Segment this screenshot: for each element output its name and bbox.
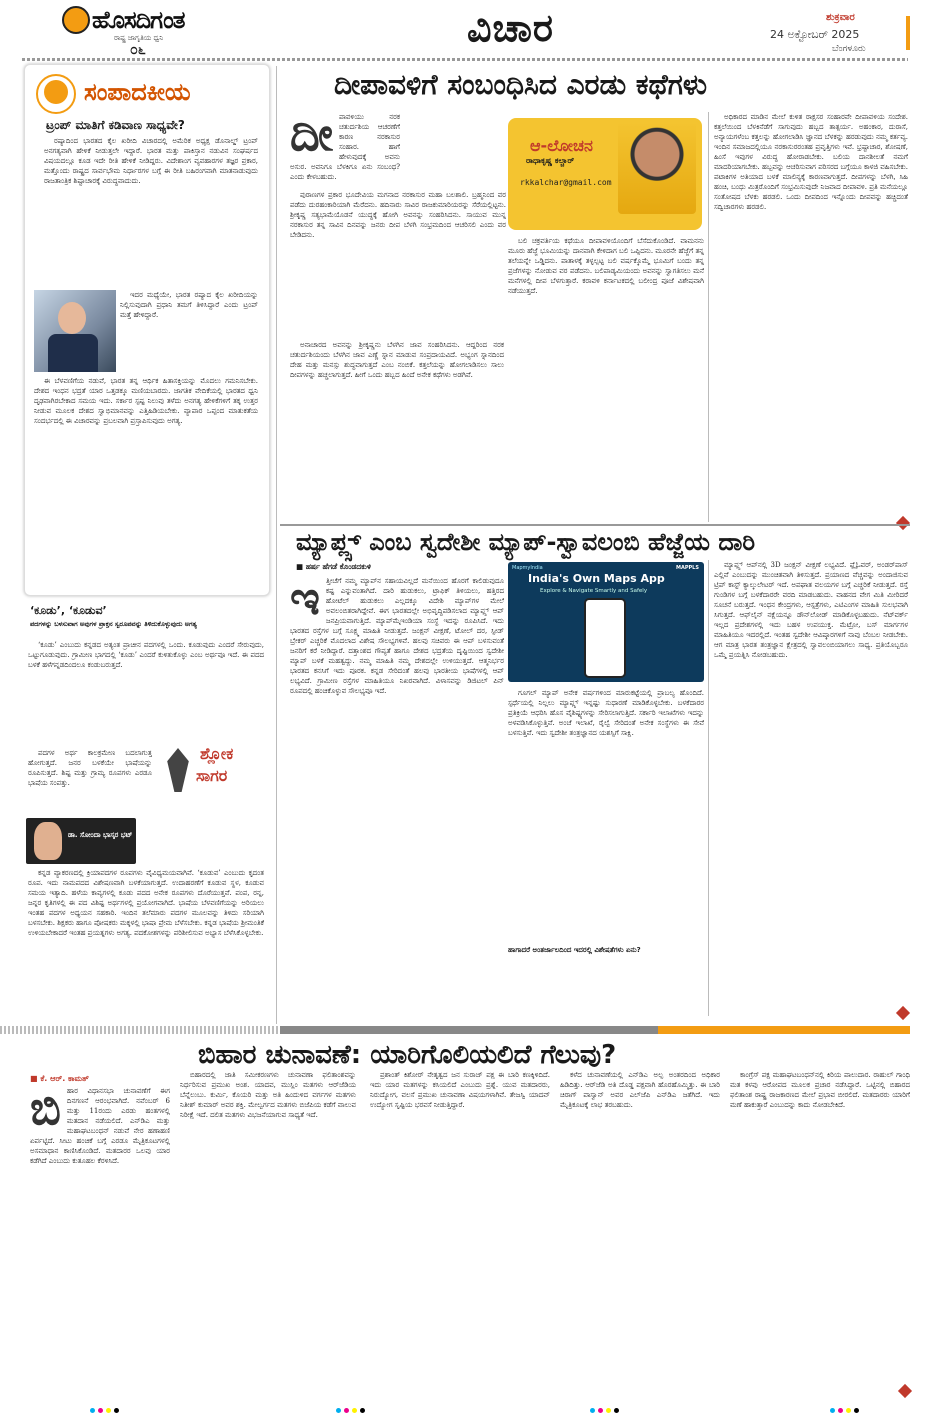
editorial-badge-lamp-icon (44, 80, 68, 104)
registration-mark-icon (614, 1408, 619, 1413)
brand-tagline: ರಾಷ್ಟ್ರ ಜಾಗೃತಿಯ ಧ್ವನಿ (114, 34, 164, 42)
registration-mark-icon (830, 1408, 835, 1413)
registration-mark-icon (854, 1408, 859, 1413)
bihar-body-5: ಕಾಂಗ್ರೆಸ್ ಪಕ್ಷ ಮಹಾಘಟಬಂಧನ್‌ನಲ್ಲಿ ಕಿರಿಯ ಪಾಲುದಾರ. ರಾಹುಲ್ ಗಾಂಧಿ ಮತ ಕಳವು ಆರೋಪದ ಮೂಲಕ ಪ್ರಚಾರ ನಡೆಸಿದ್ದಾರೆ. ಒಟ್ಟಿನಲ್ಲಿ ಬಿಹಾರದ ಫಲಿತಾಂಶ ರಾಷ್ಟ್ರ ರಾಜಕಾರಣದ ಮೇಲೆ ಪ್ರಭಾವ ಬೀರಲಿದೆ. ಮತದಾರರು ಯಾರಿಗೆ ಮಣೆ ಹಾಕುತ್ತಾರೆ ಎಂಬುದನ್ನು ಕಾದು ನೋಡಬೇಕಿದೆ. (730, 1071, 910, 1109)
registration-mark-icon (352, 1408, 357, 1413)
brand-name[interactable]: ಹೊಸದಿಗಂತ (92, 6, 185, 34)
photo-face (58, 302, 86, 334)
koodu-body-continued: ಕನ್ನಡ ವ್ಯಾಕರಣದಲ್ಲಿ ಕ್ರಿಯಾಪದಗಳ ರೂಪಗಳು ವೈವಿಧ್ಯಮಯವಾಗಿವೆ. ‘ಕೂಡುವ’ ಎಂಬುದು ಕೃದಂತ ರೂಪ. ಇದು ನಾಮಪದದ ವಿಶೇಷಣವಾಗಿ ಬಳಕೆಯಾಗುತ್ತದೆ. ಉದಾಹರಣೆಗೆ ಕೂಡುವ ಸ್ಥಳ, ಕೂಡುವ ಸಮಯ ಇತ್ಯಾದಿ. ಹಳೆಯ ಕಾವ್ಯಗಳಲ್ಲಿ ಕೂಡು ಪದದ ಅನೇಕ ರೂಪಗಳು ದೊರೆಯುತ್ತವೆ. ಪಂಪ, ರನ್ನ, ಜನ್ನರ ಕೃತಿಗಳಲ್ಲಿ ಈ ಪದ ವಿಶಿಷ್ಟ ಅರ್ಥಗಳಲ್ಲಿ ಪ್ರಯೋಗವಾಗಿದೆ. ಭಾಷೆಯ ಬೆಳವಣಿಗೆಯನ್ನು ಅರಿಯಲು ಇಂತಹ ಪದಗಳ ಅಧ್ಯಯನ ಸಹಕಾರಿ. ಇಂದಿನ ತಲೆಮಾರು ಪದಗಳ ಮೂಲವನ್ನು ತಿಳಿದು ಸರಿಯಾಗಿ ಬಳಸಬೇಕು. ಶಿಕ್ಷಕರು ಹಾಗೂ ಪೋಷಕರು ಮಕ್ಕಳಲ್ಲಿ ಭಾಷಾ ಪ್ರೇಮ ಬೆಳೆಸಬೇಕು. ಕನ್ನಡ ಭಾಷೆಯ ಶ್ರೀಮಂತಿಕೆ ಉಳಿಯಬೇಕಾದರೆ ಇಂತಹ ಪ್ರಯತ್ನಗಳು ಅಗತ್ಯ. ಪದಕೋಶಗಳನ್ನು ಪರಿಶೀಲಿಸುವ ಅಭ್ಯಾಸ ಬೆಳೆಸಿಕೊಳ್ಳಬೇಕು. (28, 869, 264, 937)
page-number: ೦೬ (130, 42, 146, 58)
mappls-headline[interactable]: ಮ್ಯಾಪ್ಲ್ಸ್ ಎಂಬ ಸ್ವದೇಶೀ ಮ್ಯಾಪ್-ಸ್ವಾವಲಂಬಿ ಹೆಜ್ಜೆಯ ದಾರಿ (296, 528, 756, 556)
mappls-body-c: ಮ್ಯಾಪ್ಲ್ಸ್ ಆಪ್‌ನಲ್ಲಿ 3D ಜಂಕ್ಷನ್ ವೀಕ್ಷಣೆ ಲಭ್ಯವಿದೆ. ಫ್ಲೈಓವರ್, ಅಂಡರ್‌ಪಾಸ್ ಎಲ್ಲಿವೆ ಎಂಬುದನ್ನು ಮುಂಚಿತವಾಗಿ ತಿಳಿಸುತ್ತದೆ. ಪ್ರಯಾಣದ ವೆಚ್ಚವನ್ನು ಅಂದಾಜಿಸುವ ಟ್ರಿಪ್ ಕಾಸ್ಟ್ ಕ್ಯಾಲ್ಕುಲೇಟರ್ ಇದೆ. ಅಪಘಾತ ವಲಯಗಳ ಬಗ್ಗೆ ಎಚ್ಚರಿಕೆ ನೀಡುತ್ತದೆ. ರಸ್ತೆ ಗುಂಡಿಗಳ ಬಗ್ಗೆ ಬಳಕೆದಾರರೇ ವರದಿ ಮಾಡಬಹುದು. ವಾಹನದ ವೇಗ ಮಿತಿ ಮೀರಿದರೆ ಸೂಚನೆ ಬರುತ್ತದೆ. ಇಂಧನ ಕೇಂದ್ರಗಳು, ಆಸ್ಪತ್ರೆಗಳು, ಎಟಿಎಂಗಳ ಮಾಹಿತಿ ಸುಲಭವಾಗಿ ಸಿಗುತ್ತದೆ. ಆಫ್‌ಲೈನ್ ನಕ್ಷೆಯನ್ನೂ ಡೌನ್‌ಲೋಡ್ ಮಾಡಿಕೊಳ್ಳಬಹುದು. ನೆಟ್‌ವರ್ಕ್ ಇಲ್ಲದ ಪ್ರದೇಶಗಳಲ್ಲಿ ಇದು ಬಹಳ ಉಪಯುಕ್ತ. ಮೆಟ್ರೋ, ಬಸ್ ಮಾರ್ಗಗಳ ಮಾಹಿತಿಯೂ ಇದರಲ್ಲಿದೆ. ಇಂತಹ ಸ್ವದೇಶೀ ಆವಿಷ್ಕಾರಗಳಿಗೆ ನಾವು ಬೆಂಬಲ ನೀಡಬೇಕು. ಆಗ ಮಾತ್ರ ಭಾರತ ತಂತ್ರಜ್ಞಾನ ಕ್ಷೇತ್ರದಲ್ಲಿ ಸ್ವಾವಲಂಬಿಯಾಗಲು ಸಾಧ್ಯ. ಪ್ರತಿಯೊಬ್ಬರೂ ಒಮ್ಮೆ ಪ್ರಯತ್ನಿಸಿ ನೋಡಬಹುದು. (714, 561, 908, 659)
editorial-body: ರಷ್ಯಾದಿಂದ ಭಾರತದ ಕೈಲ ಖರೀದಿ ವಿಚಾರದಲ್ಲಿ ಅಮೆರಿಕ ಅಧ್ಯಕ್ಷ ಡೊನಾಲ್ಡ್ ಟ್ರಂಪ್ ಅನಗತ್ಯವಾಗಿ ಹೇಳಿಕೆ ನೀಡುತ್ತಲೇ ಇದ್ದಾರೆ. ಭಾರತ ಮತ್ತು ಪಾಕಿಸ್ತಾನ ನಡುವಿನ ಸಂಘರ್ಷದ ವಿಷಯದಲ್ಲೂ ಕೂಡ ಇದೇ ರೀತಿ ಹೇಳಿಕೆ ನೀಡಿದ್ದರು. ವಿದೇಶಾಂಗ ವ್ಯವಹಾರಗಳ ತಜ್ಞರ ಪ್ರಕಾರ, ಮತ್ತೊಂದು ರಾಷ್ಟ್ರದ ಸಾರ್ವಭೌಮ ನಿರ್ಧಾರಗಳ ಬಗ್ಗೆ ಈ ರೀತಿ ಬಹಿರಂಗವಾಗಿ ಮಾತನಾಡುವುದು ರಾಜತಾಂತ್ರಿಕ ಶಿಷ್ಟಾಚಾರಕ್ಕೆ ವಿರುದ್ಧವಾದುದು. (44, 137, 258, 185)
editorial-body-beside-photo: ಇದರ ಮಧ್ಯೆಯೇ, ಭಾರತ ರಷ್ಯಾದ ಕೈಲ ಖರೀದಿಯನ್ನು ನಿಲ್ಲಿಸುವುದಾಗಿ ಪ್ರಧಾನಿ ತಮಗೆ ತಿಳಿಸಿದ್ದಾರೆ ಎಂದು ಟ್ರಂಪ್ ಮತ್ತೆ ಹೇಳಿದ್ದಾರೆ. (120, 291, 258, 319)
promo-title: India's Own Maps App (528, 572, 665, 585)
koodu-body: ‘ಕೂಡು’ ಎಂಬುದು ಕನ್ನಡದ ಅತ್ಯಂತ ಪ್ರಾಚೀನ ಪದಗಳಲ್ಲಿ ಒಂದು. ಕೂಡುವುದು ಎಂದರೆ ಸೇರುವುದು, ಒಟ್ಟುಗೂಡುವುದು. ಗ್ರಾಮೀಣ ಭಾಗದಲ್ಲಿ ‘ಕೂಡು’ ಎಂದರೆ ಕುಳಿತುಕೊಳ್ಳು ಎಂಬ ಅರ್ಥವೂ ಇದೆ. ಈ ಪದದ ಬಳಕೆ ಹಳೆಗನ್ನಡದಿಂದಲೂ ಕಂಡುಬರುತ್ತದೆ. (28, 641, 264, 669)
registration-mark-icon (90, 1408, 95, 1413)
bihar-body-4: ಕಳೆದ ಚುನಾವಣೆಯಲ್ಲಿ ಎನ್‌ಡಿಎ ಅಲ್ಪ ಅಂತರದಿಂದ ಅಧಿಕಾರ ಹಿಡಿದಿತ್ತು. ಆರ್‌ಜೆಡಿ ಅತಿ ದೊಡ್ಡ ಪಕ್ಷವಾಗಿ ಹೊರಹೊಮ್ಮಿತ್ತು. ಈ ಬಾರಿ ಚಿರಾಗ್ ಪಾಸ್ವಾನ್ ಅವರ ಎಲ್‌ಜೆಪಿ ಎನ್‌ಡಿಎ ಜತೆಗಿದೆ. ಇದು ಮೈತ್ರಿಕೂಟಕ್ಕೆ ಲಾಭ ತರಬಹುದು. (560, 1071, 720, 1109)
columnist-email[interactable]: rkkalchar@gmail.com (520, 178, 612, 187)
bihar-body-2: ಬಿಹಾರದಲ್ಲಿ ಜಾತಿ ಸಮೀಕರಣಗಳು ಚುನಾವಣಾ ಫಲಿತಾಂಶವನ್ನು ನಿರ್ಧರಿಸುವ ಪ್ರಮುಖ ಅಂಶ. ಯಾದವ, ಮುಸ್ಲಿಂ ಮತಗಳು ಆರ್‌ಜೆಡಿಯ ಬೆನ್ನೆಲುಬು. ಕುರ್ಮಿ, ಕೊಯರಿ ಮತ್ತು ಅತಿ ಹಿಂದುಳಿದ ವರ್ಗಗಳ ಮತಗಳು ನಿತೀಶ್ ಕುಮಾರ್ ಅವರ ಶಕ್ತಿ. ಮೇಲ್ವರ್ಗದ ಮತಗಳು ಬಿಜೆಪಿಯ ಕಡೆಗೆ ವಾಲುವ ನಿರೀಕ್ಷೆ ಇದೆ. ದಲಿತ ಮತಗಳು ವಿಭಜನೆಯಾಗುವ ಸಾಧ್ಯತೆ ಇದೆ. (180, 1071, 356, 1119)
bihar-headline[interactable]: ಬಿಹಾರ ಚುನಾವಣೆ: ಯಾರಿಗೊಲಿಯಲಿದೆ ಗೆಲುವು? (198, 1040, 617, 1070)
registration-mark-icon (336, 1408, 341, 1413)
koodu-headline[interactable]: ‘ಕೂಡು’, ‘ಕೂಡುವ’ (30, 604, 107, 617)
issue-date: 24 ಅಕ್ಟೋಬರ್ 2025 (770, 28, 860, 41)
issue-day: ಶುಕ್ರವಾರ (826, 12, 855, 23)
column-divider (708, 560, 709, 1016)
masthead (0, 0, 945, 62)
registration-mark-icon (344, 1408, 349, 1413)
section-band (0, 1026, 280, 1034)
registration-mark-icon (114, 1408, 119, 1413)
story-end-icon (898, 1384, 912, 1398)
promo-brand-2: MAPPLS (676, 565, 699, 571)
mappls-body-b: ಗೂಗಲ್ ಮ್ಯಾಪ್ ಅನೇಕ ವರ್ಷಗಳಿಂದ ಮಾರುಕಟ್ಟೆಯಲ್ಲಿ ಪ್ರಾಬಲ್ಯ ಹೊಂದಿದೆ. ಸ್ಪರ್ಧೆಯಲ್ಲಿ ನಿಲ್ಲಲು ಮ್ಯಾಪ್ಲ್ಸ್ ಇನ್ನಷ್ಟು ಸುಧಾರಣೆ ಮಾಡಿಕೊಳ್ಳಬೇಕು. ಬಳಕೆದಾರರ ಪ್ರತಿಕ್ರಿಯೆ ಆಧರಿಸಿ ಹೊಸ ವೈಶಿಷ್ಟ್ಯಗಳನ್ನು ಸೇರಿಸಲಾಗುತ್ತಿದೆ. ಸರ್ಕಾರಿ ಇಲಾಖೆಗಳು ಇದನ್ನು ಅಳವಡಿಸಿಕೊಳ್ಳುತ್ತಿವೆ. ಅಂಚೆ ಇಲಾಖೆ, ರೈಲ್ವೆ ಸೇರಿದಂತೆ ಅನೇಕ ಸಂಸ್ಥೆಗಳು ಈ ಸೇವೆ ಬಳಸುತ್ತಿವೆ. ಇದು ಸ್ವದೇಶೀ ತಂತ್ರಜ್ಞಾನದ ಯಶಸ್ಸಿಗೆ ಸಾಕ್ಷಿ. (508, 689, 704, 737)
registration-mark-icon (360, 1408, 365, 1413)
columnist-name: ರಾಧಾಕೃಷ್ಣ ಕಲ್ಚಾರ್ (526, 156, 575, 165)
column-badge-line2: ಸಾಗರ (196, 766, 228, 785)
section-band (280, 1026, 910, 1034)
bihar-byline: ■ ಕೆ. ಆರ್. ಕಾಮತ್ (30, 1074, 89, 1083)
phone-mockup-icon (584, 598, 626, 678)
editorial-label: ಸಂಪಾದಕೀಯ (84, 78, 191, 106)
story-divider (280, 524, 910, 526)
author-name: ಡಾ. ಸೋಂದಾ ಭಾಸ್ಕರ ಭಟ್ (68, 831, 133, 839)
column-badge-line1: ಶ್ಲೋಕ (200, 744, 234, 763)
accent-strip (906, 16, 910, 50)
mappls-body: ಇ ತ್ತೀಚೆಗೆ ನಮ್ಮ ಮ್ಯಾಪ್‌ನ ಸಹಾಯವಿಲ್ಲದೆ ಮನೆಯಿಂದ ಹೊರಗೆ ಕಾಲಿಡುವುದೂ ಕಷ್ಟ ಎನ್ನುವಂತಾಗಿದೆ. ದಾರಿ ಹುಡುಕಲು, ಟ್ರಾಫಿಕ್ ತಿಳಿಯಲು, ಹತ್ತಿರದ ಹೋಟೆಲ್ ಹುಡುಕಲು ಎಲ್ಲದಕ್ಕೂ ವಿದೇಶಿ ಮ್ಯಾಪ್‌ಗಳ ಮೇಲೆ ಅವಲಂಬಿತರಾಗಿದ್ದೇವೆ. ಈಗ ಭಾರತದಲ್ಲೇ ಅಭಿವೃದ್ಧಿಪಡಿಸಲಾದ ಮ್ಯಾಪ್ಲ್ಸ್ ಆಪ್ ಜನಪ್ರಿಯವಾಗುತ್ತಿದೆ. ಮ್ಯಾಪ್‌ಮೈಇಂಡಿಯಾ ಸಂಸ್ಥೆ ಇದನ್ನು ರೂಪಿಸಿದೆ. ಇದು ಭಾರತದ ರಸ್ತೆಗಳ ಬಗ್ಗೆ ಸೂಕ್ಷ್ಮ ಮಾಹಿತಿ ನೀಡುತ್ತದೆ. ಜಂಕ್ಷನ್ ವೀಕ್ಷಣೆ, ಟೋಲ್ ದರ, ಸ್ಪೀಡ್ ಬ್ರೇಕರ್ ಎಚ್ಚರಿಕೆ ಮೊದಲಾದ ವಿಶೇಷ ಸೌಲಭ್ಯಗಳಿವೆ. ಹಲವು ಸಚಿವರು ಈ ಆಪ್ ಬಳಸುವಂತೆ ಜನರಿಗೆ ಕರೆ ನೀಡಿದ್ದಾರೆ. ದತ್ತಾಂಶದ ಗೌಪ್ಯತೆ ಹಾಗೂ ದೇಶದ ಭದ್ರತೆಯ ದೃಷ್ಟಿಯಿಂದ ಸ್ವದೇಶೀ ಮ್ಯಾಪ್ ಬಳಕೆ ಮಹತ್ವದ್ದು. ನಮ್ಮ ಮಾಹಿತಿ ನಮ್ಮ ದೇಶದಲ್ಲೇ ಉಳಿಯುತ್ತದೆ. ಆತ್ಮನಿರ್ಭರ ಭಾರತದ ಕನಸಿಗೆ ಇದು ಪೂರಕ. ಕನ್ನಡ ಸೇರಿದಂತೆ ಹಲವು ಭಾರತೀಯ ಭಾಷೆಗಳಲ್ಲಿ ಆಪ್ ಲಭ್ಯವಿದೆ. ಗ್ರಾಮೀಣ ರಸ್ತೆಗಳ ಮಾಹಿತಿಯೂ ನಿಖರವಾಗಿದೆ. ವಿಳಾಸವನ್ನು ಡಿಜಿಟಲ್ ಪಿನ್ ರೂಪದಲ್ಲಿ ಹಂಚಿಕೊಳ್ಳುವ ಸೌಲಭ್ಯವೂ ಇದೆ. (290, 576, 504, 695)
registration-mark-icon (590, 1408, 595, 1413)
deepavali-intro: ದೀ ಪಾವಳಿಯು ನರಕ ಚತುರ್ದಶಿಯ ಆಚರಣೆಗೆ ಕಾರಣ ನರಕಾಸುರ ಸಂಹಾರ. ಹಾಗೆ ಹೇಳುವುದಕ್ಕೆ ಅವನು ಅಸುರ. ಅವನಿಗೂ ಬೆಳಕಿಗೂ ಏನು ಸಂಬಂಧ? ಎಂದು ಕೇಳಬಹುದು. (290, 112, 400, 181)
section-title: ವಿಚಾರ (467, 6, 554, 50)
mappls-byline: ■ ಹರ್ಷ ಹೆಗಡೆ ಕೊಂಡದಕುಳಿ (296, 562, 371, 571)
koodu-standfirst: ಪದಗಳನ್ನು ಬಳಸುವಾಗ ಅವುಗಳ ಪ್ರಾಕ್ತನ ಸ್ವರೂಪವನ್ನು ತಿಳಿದುಕೊಳ್ಳುವುದು ಅಗತ್ಯ (30, 620, 197, 628)
bihar-body-1: ಬಿ ಹಾರ ವಿಧಾನಸಭಾ ಚುನಾವಣೆಗೆ ಈಗ ದಿನಗಣನೆ ಆರಂಭವಾಗಿದೆ. ನವೆಂಬರ್ 6 ಮತ್ತು 11ರಂದು ಎರಡು ಹಂತಗಳಲ್ಲಿ ಮತದಾನ ನಡೆಯಲಿದೆ. ಎನ್‌ಡಿಎ ಮತ್ತು ಮಹಾಘಟಬಂಧನ್ ನಡುವೆ ನೇರ ಹಣಾಹಣಿ ಏರ್ಪಟ್ಟಿದೆ. ಸೀಟು ಹಂಚಿಕೆ ಬಗ್ಗೆ ಎರಡೂ ಮೈತ್ರಿಕೂಟಗಳಲ್ಲಿ ಅಸಮಾಧಾನ ಕಾಣಿಸಿಕೊಂಡಿದೆ. ಮತದಾರರ ಒಲವು ಯಾರ ಕಡೆಗಿದೆ ಎಂಬುದು ಕುತೂಹಲ ಕೆರಳಿಸಿದೆ. (30, 1086, 170, 1165)
photo-suit (48, 334, 98, 372)
author-avatar (34, 822, 62, 860)
dropcap: ಬಿ (30, 1086, 61, 1135)
column-divider (276, 66, 277, 1024)
editorial-headline[interactable]: ಟ್ರಂಪ್ ಮಾತಿಗೆ ಕಡಿವಾಣ ಸಾಧ್ಯವೇ? (46, 118, 185, 132)
bihar-body-3: ಪ್ರಶಾಂತ್ ಕಿಶೋರ್ ನೇತೃತ್ವದ ಜನ ಸುರಾಜ್ ಪಕ್ಷ ಈ ಬಾರಿ ಕಣಕ್ಕಿಳಿದಿದೆ. ಇದು ಯಾರ ಮತಗಳನ್ನು ಕಸಿಯಲಿದೆ ಎಂಬುದು ಪ್ರಶ್ನೆ. ಯುವ ಮತದಾರರು, ನಿರುದ್ಯೋಗ, ವಲಸೆ ಪ್ರಮುಖ ಚುನಾವಣಾ ವಿಷಯಗಳಾಗಿವೆ. ತೇಜಸ್ವಿ ಯಾದವ್ ಉದ್ಯೋಗ ಸೃಷ್ಟಿಯ ಭರವಸೆ ನೀಡುತ್ತಿದ್ದಾರೆ. (370, 1071, 550, 1109)
registration-mark-icon (838, 1408, 843, 1413)
dropcap: ದೀ (290, 112, 333, 161)
dropcap: ಇ (290, 576, 320, 625)
brand-logo-icon (62, 6, 90, 34)
deepavali-headline[interactable]: ದೀಪಾವಳಿಗೆ ಸಂಬಂಧಿಸಿದ ಎರಡು ಕಥೆಗಳು (334, 68, 708, 101)
deepavali-body-c: ಬಲಿ ಚಕ್ರವರ್ತಿಯ ಕಥೆಯೂ ದೀಪಾವಳಿಯೊಂದಿಗೆ ಬೆಸೆದುಕೊಂಡಿದೆ. ವಾಮನನು ಮೂರು ಹೆಜ್ಜೆ ಭೂಮಿಯನ್ನು ದಾನವಾಗಿ ಕೇಳಿದಾಗ ಬಲಿ ಒಪ್ಪಿದನು. ಮೂರನೇ ಹೆಜ್ಜೆಗೆ ತನ್ನ ತಲೆಯನ್ನೇ ಒಡ್ಡಿದನು. ಪಾತಾಳಕ್ಕೆ ತಳ್ಳಲ್ಪಟ್ಟ ಬಲಿ ವರ್ಷಕ್ಕೊಮ್ಮೆ ಭೂಮಿಗೆ ಬಂದು ತನ್ನ ಪ್ರಜೆಗಳನ್ನು ನೋಡುವ ವರ ಪಡೆದನು. ಬಲಿಪಾಡ್ಯಮಿಯಂದು ಅವನನ್ನು ಸ್ವಾಗತಿಸಲು ಮನೆ ಮನೆಗಳಲ್ಲಿ ದೀಪ ಬೆಳಗುತ್ತಾರೆ. ಕರಾವಳಿ ಕರ್ನಾಟಕದಲ್ಲಿ ಬಲೀಂದ್ರ ಪೂಜೆ ವಿಶೇಷವಾಗಿ ನಡೆಯುತ್ತದೆ. (508, 237, 704, 295)
quill-icon (160, 748, 196, 792)
column-divider (708, 112, 709, 522)
deepavali-body-d: ಅಧಿಕಾರದ ಮಾಡಿನ ಮೇಲೆ ಕುಳಿತ ರಾಕ್ಷಸರ ಸಂಹಾರವೇ ದೀಪಾವಳಿಯ ಸಂದೇಶ. ಕತ್ತಲೆಯಿಂದ ಬೆಳಕಿನೆಡೆಗೆ ಸಾಗುವುದು ಹಬ್ಬದ ತಾತ್ಪರ್ಯ. ಅಹಂಕಾರ, ದುರಾಸೆ, ಅನ್ಯಾಯಗಳೆಂಬ ಕತ್ತಲನ್ನು ಹೋಗಲಾಡಿಸಿ ಜ್ಞಾನದ ಬೆಳಕನ್ನು ಹರಡುವುದು ನಮ್ಮ ಕರ್ತವ್ಯ. ಇಂದಿನ ಸಮಾಜದಲ್ಲಿಯೂ ನರಕಾಸುರರಂತಹ ಪ್ರವೃತ್ತಿಗಳು ಇವೆ. ಭ್ರಷ್ಟಾಚಾರ, ಶೋಷಣೆ, ಹಿಂಸೆ ಇವುಗಳ ವಿರುದ್ಧ ಹೋರಾಡಬೇಕು. ಬಲಿಯ ದಾನಶೀಲತೆ ನಮಗೆ ಮಾದರಿಯಾಗಬೇಕು. ಹಬ್ಬವನ್ನು ಆಚರಿಸುವಾಗ ಪರಿಸರದ ಬಗ್ಗೆಯೂ ಕಾಳಜಿ ವಹಿಸಬೇಕು. ಪಟಾಕಿಗಳ ಅತಿಯಾದ ಬಳಕೆ ಮಾಲಿನ್ಯಕ್ಕೆ ಕಾರಣವಾಗುತ್ತದೆ. ದೀಪಗಳನ್ನು ಬೆಳಗಿ, ಸಿಹಿ ಹಂಚಿ, ಬಂಧು ಮಿತ್ರರೊಂದಿಗೆ ಸಂಭ್ರಮಿಸುವುದೇ ನಿಜವಾದ ದೀಪಾವಳಿ. ಪ್ರತಿ ಮನೆಯಲ್ಲೂ ಸಂತೋಷದ ಬೆಳಕು ಹರಡಲಿ. ಒಂದು ದೀಪದಿಂದ ಇನ್ನೊಂದು ದೀಪವನ್ನು ಹಚ್ಚಿದಂತೆ ಸದ್ವಿಚಾರಗಳು ಹರಡಲಿ. (714, 113, 908, 211)
edition-city: ಬೆಂಗಳೂರು (832, 44, 866, 54)
deepavali-body-a: ಪುರಾಣಗಳ ಪ್ರಕಾರ ಭೂದೇವಿಯ ಮಗನಾದ ನರಕಾಸುರ ಮಹಾ ಬಲಶಾಲಿ. ಬ್ರಹ್ಮನಿಂದ ವರ ಪಡೆದು ದುರಹಂಕಾರಿಯಾಗಿ ಮೆರೆದನು. ಹದಿನಾರು ಸಾವಿರ ರಾಜಕುಮಾರಿಯರನ್ನು ಸೆರೆಯಲ್ಲಿಟ್ಟನು. ಶ್ರೀಕೃಷ್ಣ ಸತ್ಯಭಾಮೆಯೊಡನೆ ಯುದ್ಧಕ್ಕೆ ಹೋಗಿ ಅವನನ್ನು ಸಂಹರಿಸಿದನು. ಸಾಯುವ ಮುನ್ನ ನರಕಾಸುರ ತನ್ನ ಸಾವಿನ ದಿನವನ್ನು ಜನರು ದೀಪ ಬೆಳಗಿ ಸಂಭ್ರಮದಿಂದ ಆಚರಿಸಲಿ ಎಂದು ವರ ಬೇಡಿದನು. (290, 191, 506, 239)
columnist-photo (618, 122, 696, 214)
registration-mark-icon (98, 1408, 103, 1413)
koodu-body-side: ಪದಗಳ ಅರ್ಥ ಕಾಲಕ್ರಮೇಣ ಬದಲಾಗುತ್ತ ಹೋಗುತ್ತದೆ. ಜನರ ಬಳಕೆಯೇ ಭಾಷೆಯನ್ನು ರೂಪಿಸುತ್ತದೆ. ಶಿಷ್ಟ ಮತ್ತು ಗ್ರಾಮ್ಯ ರೂಪಗಳು ಎರಡೂ ಭಾಷೆಯ ಸಂಪತ್ತು. (28, 749, 152, 787)
promo-brand: MapmyIndia (512, 565, 543, 571)
registration-mark-icon (106, 1408, 111, 1413)
masthead-divider (22, 58, 908, 61)
registration-mark-icon (606, 1408, 611, 1413)
editorial-body-continued: ಈ ಬೆಳವಣಿಗೆಯ ನಡುವೆ, ಭಾರತ ತನ್ನ ಆರ್ಥಿಕ ಹಿತಾಸಕ್ತಿಯನ್ನು ಮೊದಲು ಗಮನಿಸಬೇಕು. ದೇಶದ ಇಂಧನ ಭದ್ರತೆ ಯಾರ ಒತ್ತಡಕ್ಕೂ ಮಣಿಯಬಾರದು. ಜಾಗತಿಕ ವೇದಿಕೆಯಲ್ಲಿ ಭಾರತದ ಧ್ವನಿ ದೃಢವಾಗಿರಬೇಕಾದ ಸಮಯ ಇದು. ಸರ್ಕಾರ ಸ್ಪಷ್ಟ ನಿಲುವು ತಳೆದು ಅನಗತ್ಯ ಹೇಳಿಕೆಗಳಿಗೆ ತಕ್ಕ ಉತ್ತರ ನೀಡುವ ಮೂಲಕ ದೇಶದ ಸ್ವಾಭಿಮಾನವನ್ನು ಎತ್ತಿಹಿಡಿಯಬೇಕು. ವ್ಯಾಪಾರ ಒಪ್ಪಂದ ಮಾತುಕತೆಯ ಸಂದರ್ಭದಲ್ಲಿ ಈ ವಿಚಾರವನ್ನು ಪ್ರಬಲವಾಗಿ ಪ್ರಸ್ತಾಪಿಸುವುದು ಅಗತ್ಯ. (34, 377, 258, 425)
mappls-subheading: ಹಾಗಾದರೆ ಅಂತರ್ಜಾಲದಿಂದ ಇದರಲ್ಲಿ ವಿಶೇಷತೆಗಳು ಏನು? (508, 946, 704, 955)
registration-mark-icon (598, 1408, 603, 1413)
promo-subtitle: Explore & Navigate Smartly and Safely (540, 588, 648, 594)
registration-mark-icon (846, 1408, 851, 1413)
deepavali-body-b: ಅನಾಚಾರದ ಅವನನ್ನು ಶ್ರೀಕೃಷ್ಣನು ಬೆಳಗಿನ ಜಾವ ಸಂಹರಿಸಿದನು. ಆದ್ದರಿಂದ ನರಕ ಚತುರ್ದಶಿಯಂದು ಬೆಳಗಿನ ಜಾವ ಎಣ್ಣೆ ಸ್ನಾನ ಮಾಡುವ ಸಂಪ್ರದಾಯವಿದೆ. ಅಭ್ಯಂಗ ಸ್ನಾನದಿಂದ ದೇಹ ಮತ್ತು ಮನಸ್ಸು ಶುದ್ಧವಾಗುತ್ತದೆ ಎಂಬ ನಂಬಿಕೆ. ಕತ್ತಲೆಯನ್ನು ಹೋಗಲಾಡಿಸಲು ಸಾಲು ದೀಪಗಳನ್ನು ಹಚ್ಚಲಾಗುತ್ತದೆ. ಹೀಗೆ ಒಂದು ಹಬ್ಬದ ಹಿಂದೆ ಅನೇಕ ಕಥೆಗಳು ಅಡಗಿವೆ. (290, 341, 504, 379)
column-name: ಆ-ಲೋಚನ (530, 136, 593, 155)
